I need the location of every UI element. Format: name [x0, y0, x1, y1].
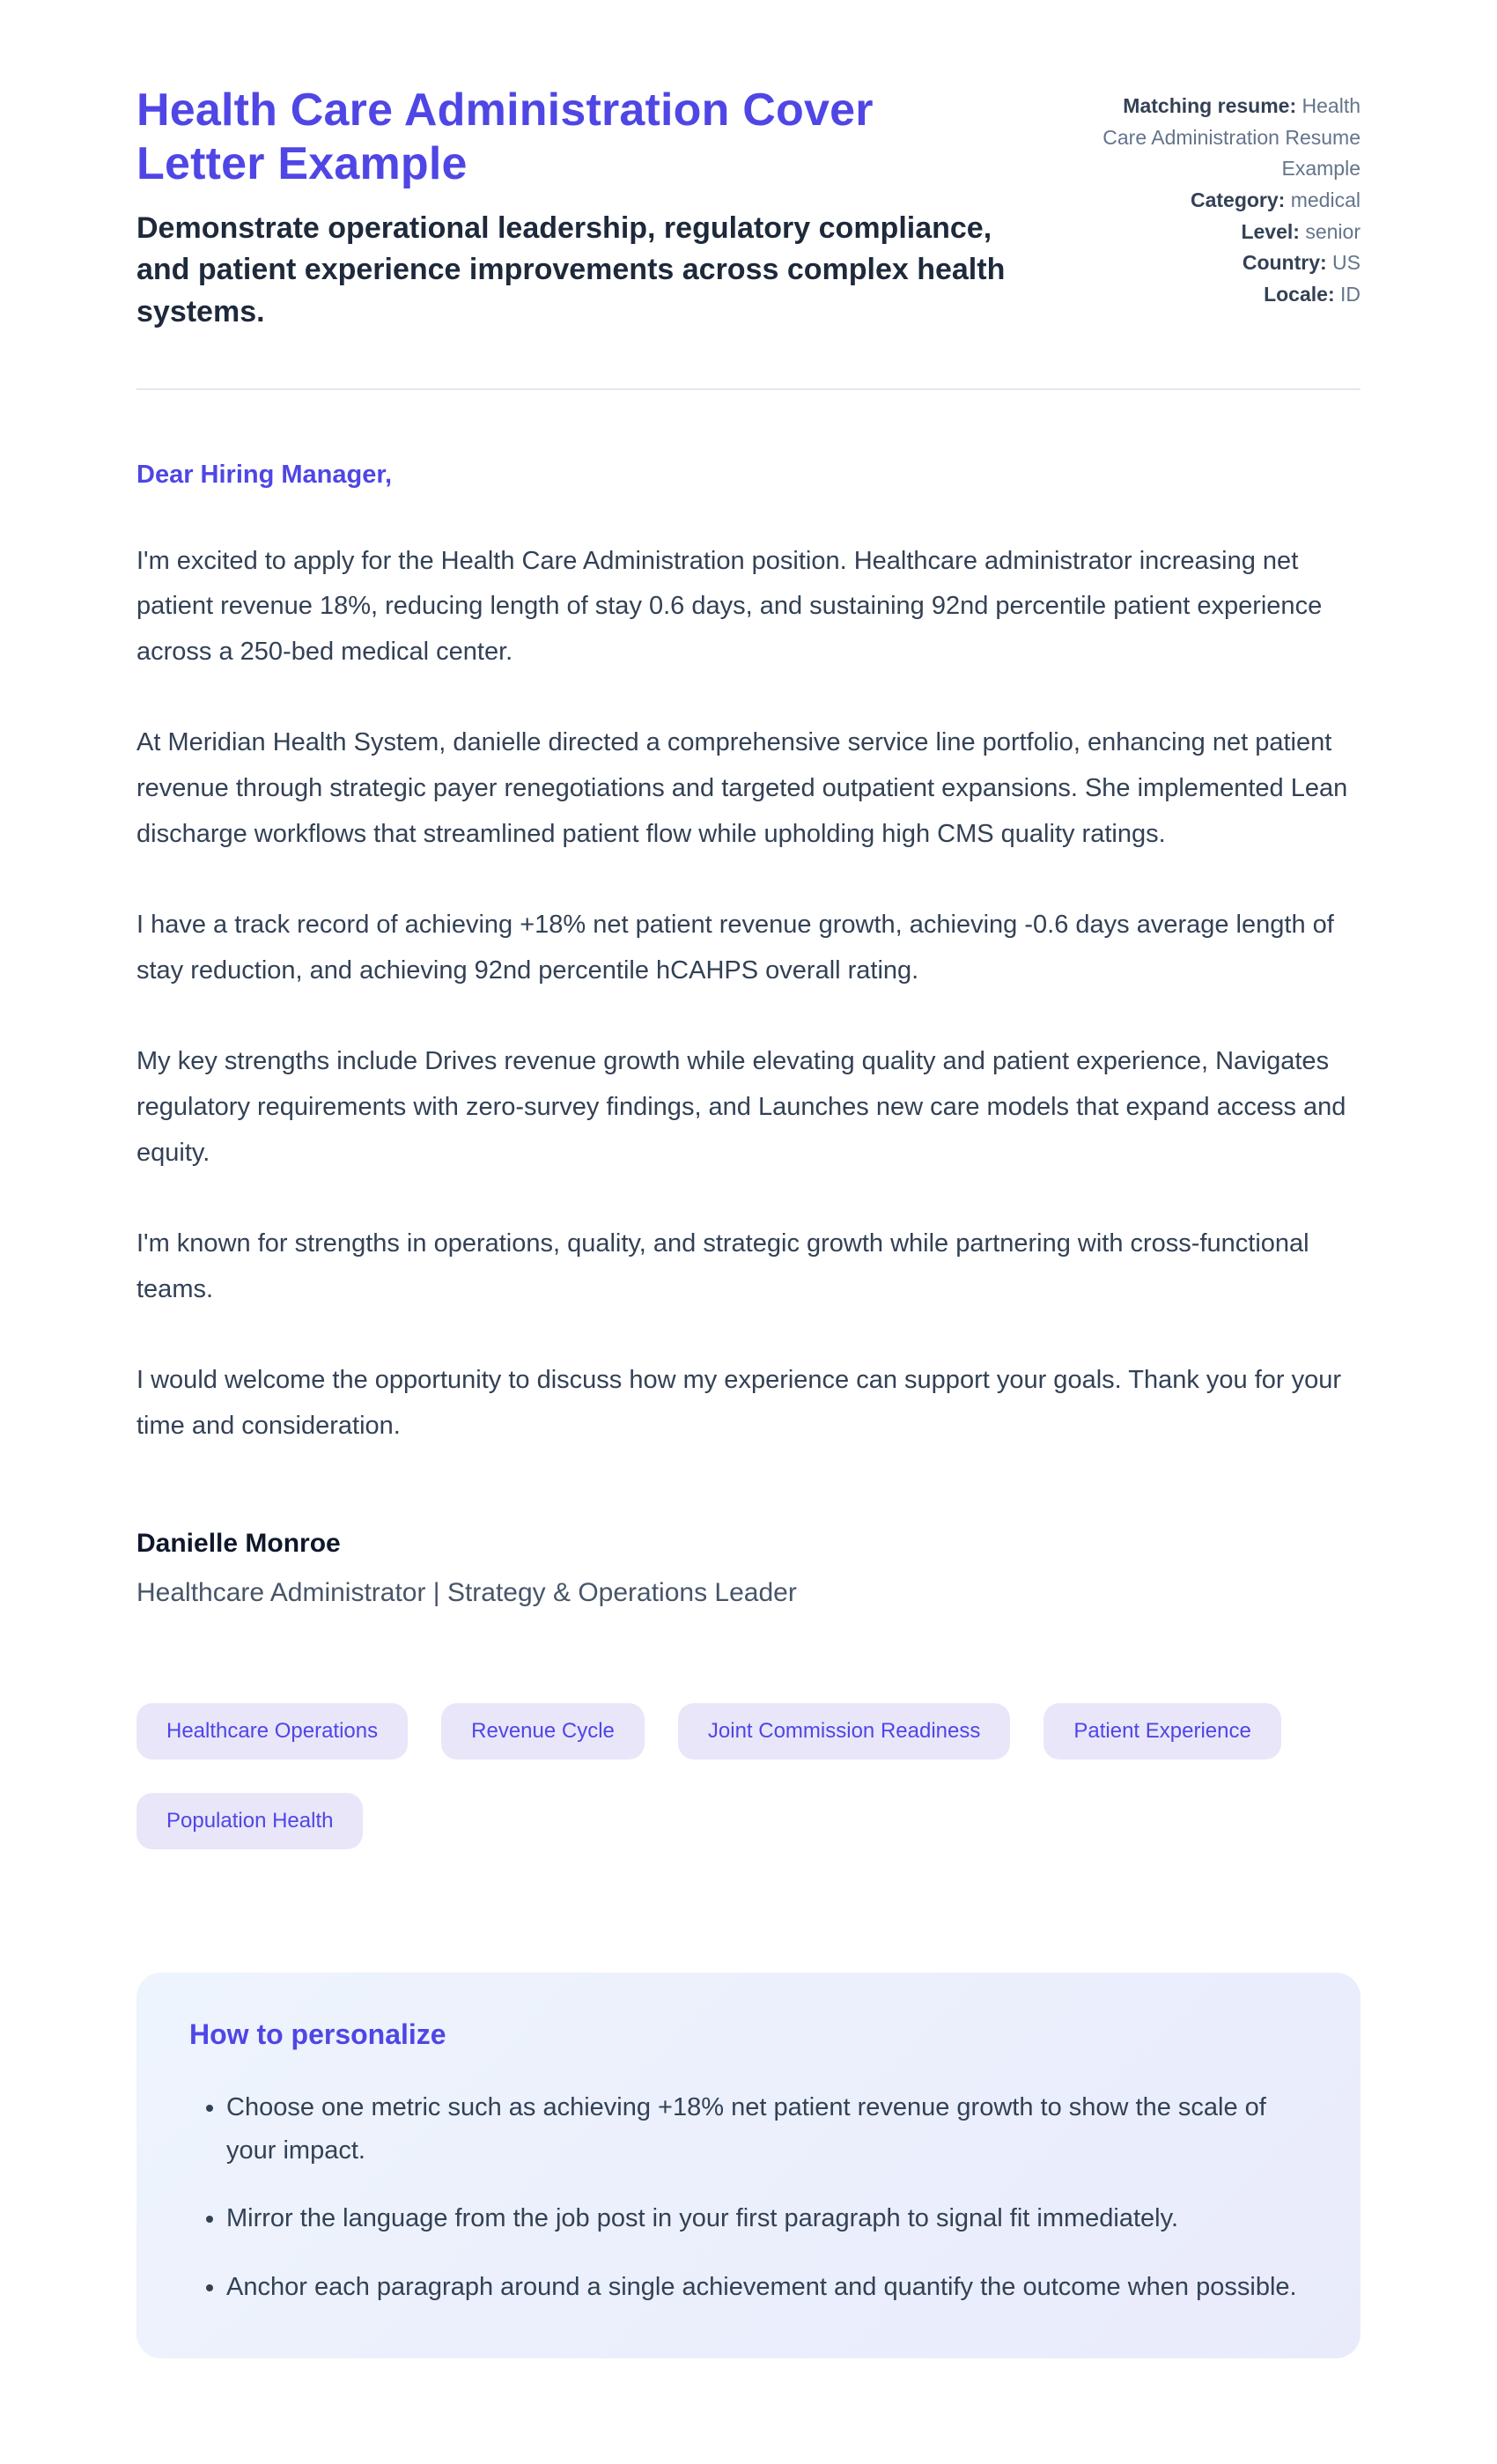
meta-value: senior	[1305, 219, 1361, 243]
page-header	[136, 84, 1361, 334]
salutation: Dear Hiring Manager,	[136, 460, 393, 489]
tag-revenue-cycle[interactable]: Revenue Cycle	[441, 1703, 645, 1759]
personalize-callout	[136, 1973, 1361, 2358]
meta-label: Country:	[1242, 251, 1327, 275]
personalize-list	[173, 2086, 1308, 2309]
personalize-item: • Choose one metric such as achieving +18% net patient revenue growth to show the scale of your impact.	[226, 2086, 1308, 2173]
meta-level	[1096, 217, 1361, 248]
meta-label: Category:	[1190, 188, 1286, 211]
personalize-heading: How to personalize	[189, 2018, 446, 2050]
letter-paragraph: I'm excited to apply for the Health Care Administration position. Healthcare administrator increasing net patient revenue 18%, reducing length of stay 0.6 days, and sustaining 92nd percentile patient experience across a 250-bed medical center.	[136, 546, 1323, 666]
meta-country	[1096, 247, 1361, 279]
header-title-block	[136, 84, 1043, 334]
signature-name: Danielle Monroe	[136, 1528, 341, 1558]
meta-value: medical	[1290, 188, 1361, 211]
meta-value: US	[1332, 251, 1361, 275]
letter-paragraph: I have a track record of achieving +18% net patient revenue growth, achieving -0.6 days average length of stay reduction, and achieving 92nd percentile hCAHPS overall rating.	[136, 911, 1334, 985]
tag-population-health[interactable]: Population Health	[136, 1793, 363, 1849]
letter-paragraph: My key strengths include Drives revenue growth while elevating quality and patient experience, Navigates regulatory requirements with zero-survey findings, and Launches new care models that expand access and equity.	[136, 1047, 1346, 1167]
meta-label: Level:	[1241, 219, 1300, 243]
personalize-item: • Anchor each paragraph around a single achievement and quantify the outcome when possible.	[226, 2266, 1308, 2309]
meta-matching-resume	[1096, 91, 1361, 185]
letter-paragraph: I would welcome the opportunity to discuss how my experience can support your goals. Thank you for your time and consideration.	[136, 1366, 1342, 1441]
meta-value: ID	[1340, 282, 1361, 306]
tag-patient-experience[interactable]: Patient Experience	[1043, 1703, 1280, 1759]
tag-joint-commission-readiness[interactable]: Joint Commission Readiness	[678, 1703, 1010, 1759]
letter-paragraph: I'm known for strengths in operations, quality, and strategic growth while partnering with cross-functional teams.	[136, 1229, 1309, 1303]
signature-block	[136, 1529, 1361, 1608]
meta-label: Matching resume:	[1123, 94, 1297, 117]
tag-list	[136, 1703, 1361, 1849]
meta-locale	[1096, 279, 1361, 311]
page-title: Health Care Administration Cover Letter Example	[136, 85, 874, 190]
signature-title: Healthcare Administrator | Strategy & Operations Leader	[136, 1577, 797, 1607]
header-divider	[136, 388, 1361, 390]
cover-letter-body	[136, 461, 1361, 1608]
meta-value: Health Care Administration Resume Example	[1102, 94, 1361, 181]
meta-label: Locale:	[1264, 282, 1335, 306]
letter-paragraph: At Meridian Health System, danielle directed a comprehensive service line portfolio, enhancing net patient revenue through strategic payer renegotiations and targeted outpatient expansions. She implemented Lean discharge workflows that streamlined patient flow while upholding high CMS quality ratings.	[136, 728, 1348, 848]
meta-category	[1096, 185, 1361, 217]
personalize-item: • Mirror the language from the job post in your first paragraph to signal fit immediately.	[226, 2197, 1308, 2240]
tag-healthcare-operations[interactable]: Healthcare Operations	[136, 1703, 408, 1759]
page-subtitle: Demonstrate operational leadership, regulatory compliance, and patient experience improvements across complex health systems.	[136, 210, 1006, 328]
resume-meta-block	[1096, 84, 1361, 310]
